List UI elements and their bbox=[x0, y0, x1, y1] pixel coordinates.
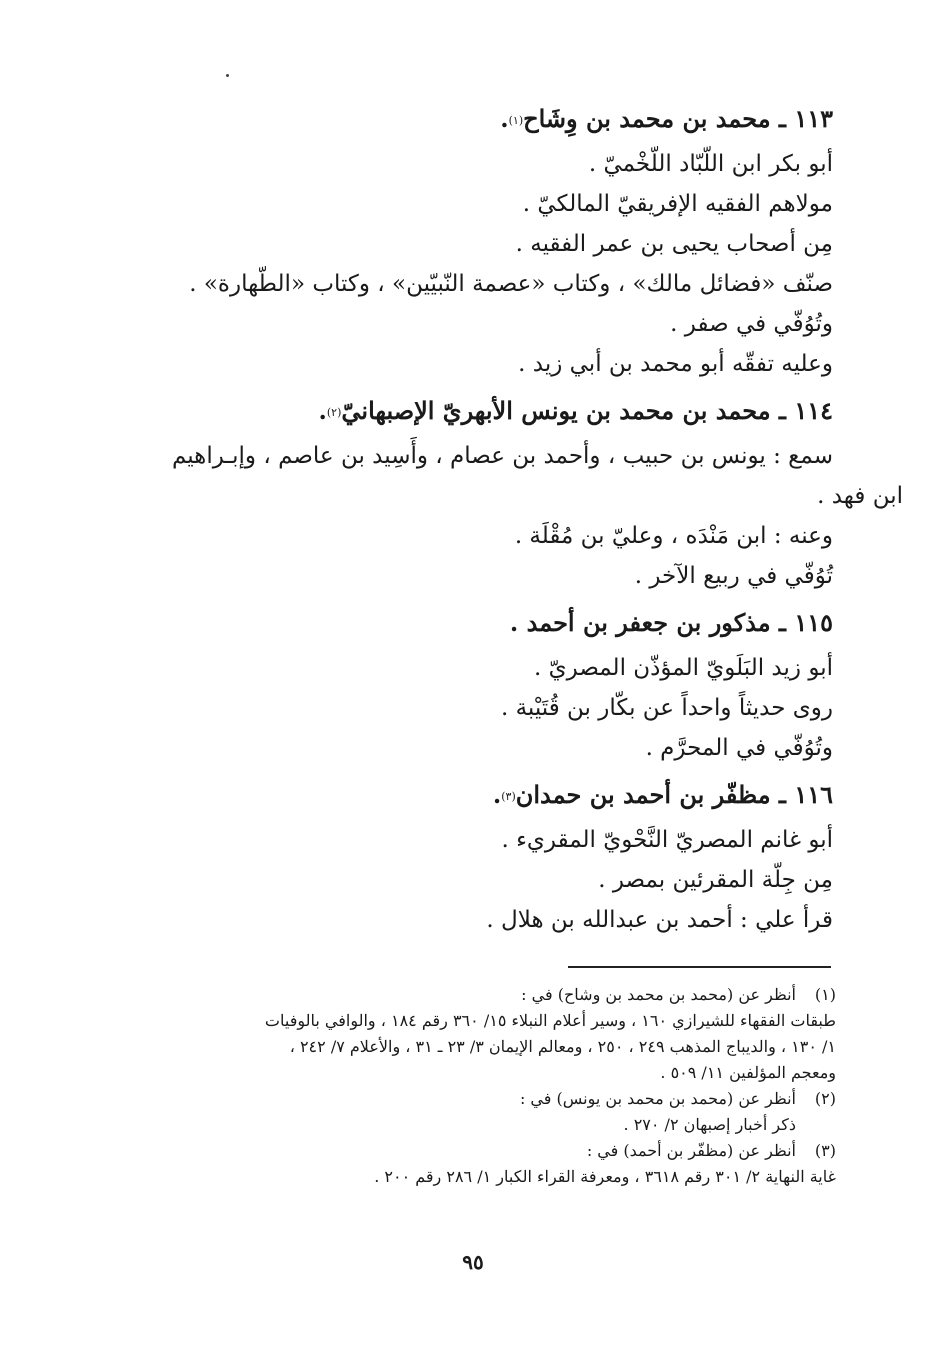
footnote-line: طبقات الفقهاء للشيرازي ١٦٠ ، وسير أعلام النبلاء ١٥/ ٣٦٠ رقم ١٨٤ ، والوافي بالوفيات bbox=[264, 1011, 836, 1030]
footnote-separator bbox=[568, 966, 831, 968]
footnote-body bbox=[116, 982, 796, 1008]
footnote-1 bbox=[116, 982, 836, 1008]
entry-heading-text: ١١٤ ـ محمد بن محمد بن يونس الأبهريّ الإصبهانيّ bbox=[341, 396, 833, 425]
entry-line: روى حديثاً واحداً عن بكّار بن قُتَيْبة . bbox=[500, 695, 833, 721]
entry-line: صنّف «فضائل مالك» ، وكتاب «عصمة النّبيّين» ، وكتاب «الطّهارة» . bbox=[189, 271, 833, 297]
entry-heading-text: ١١٦ ـ مظفّر بن أحمد بن حمدان bbox=[515, 780, 833, 809]
footnote-body bbox=[116, 1086, 796, 1138]
page-number: ٩٥ bbox=[462, 1250, 484, 1274]
footnotes bbox=[116, 982, 836, 1190]
entry-line: مولاهم الفقيه الإفريقيّ المالكيّ . bbox=[522, 191, 833, 217]
entry-114-heading bbox=[113, 390, 833, 432]
footnote-ref: (٢) bbox=[326, 406, 342, 419]
entry-heading-text: ١١٣ ـ محمد بن محمد بن وِشَاح bbox=[523, 104, 833, 133]
heading-end: . bbox=[318, 396, 327, 425]
entry-paragraph: سمع : يونس بن حبيب ، وأحمد بن عصام ، وأَسِيد بن عاصم ، وإبـراهيم bbox=[171, 443, 833, 469]
footnote-number: (٢) bbox=[814, 1089, 836, 1108]
footnote-line: ذكر أخبار إصبهان ٢/ ٢٧٠ . bbox=[623, 1115, 796, 1134]
footnote-3 bbox=[116, 1138, 836, 1164]
footnote-line: أنظر عن (محمد بن محمد بن يونس) في : bbox=[519, 1089, 796, 1108]
footnote-line: أنظر عن (مظفّر بن أحمد) في : bbox=[586, 1141, 796, 1160]
footnote-number: (١) bbox=[814, 985, 836, 1004]
footnote-line: ١/ ١٣٠ ، والديباج المذهب ٢٤٩ ، ٢٥٠ ، ومعالم الإيمان ٣/ ٢٣ ـ ٣١ ، والأعلام ٧/ ٢٤٢ ، bbox=[289, 1037, 836, 1056]
entry-line: مِن أصحاب يحيى بن عمر الفقيه . bbox=[515, 231, 833, 257]
main-text bbox=[113, 92, 903, 940]
entry-line: أبو غانم المصريّ النَّحْويّ المقريء . bbox=[501, 827, 833, 853]
entry-line: أبو بكر ابن اللّبّاد اللّخْميّ . bbox=[588, 151, 833, 177]
entry-line: تُوُفّي في ربيع الآخر . bbox=[634, 563, 833, 589]
entry-line: وعليه تفقّه أبو محمد بن أبي زيد . bbox=[518, 351, 833, 377]
footnote-line: ومعجم المؤلفين ١١/ ٥٠٩ . bbox=[660, 1063, 836, 1082]
footnote-ref: (١) bbox=[508, 114, 524, 127]
entry-113-heading bbox=[113, 98, 833, 140]
entry-line: وعنه : ابن مَنْدَه ، وعليّ بن مُقْلَة . bbox=[514, 523, 833, 549]
heading-end: . bbox=[500, 104, 509, 133]
footnote-line: أنظر عن (محمد بن محمد بن وشاح) في : bbox=[521, 985, 796, 1004]
footnote-line: غاية النهاية ٢/ ٣٠١ رقم ٣٦١٨ ، ومعرفة القراء الكبار ١/ ٢٨٦ رقم ٢٠٠ . bbox=[374, 1167, 836, 1186]
footnote-ref: (٣) bbox=[501, 790, 516, 803]
entry-line: وتُوُفّي في المحرَّم . bbox=[645, 735, 833, 761]
entry-line: وتُوُفّي في صفر . bbox=[670, 311, 833, 337]
entry-116-heading bbox=[113, 774, 833, 816]
footnote-body bbox=[116, 1138, 796, 1164]
entry-115-heading: ١١٥ ـ مذكور بن جعفر بن أحمد . bbox=[509, 608, 833, 637]
entry-paragraph-continuation: ابن فهد . bbox=[817, 483, 903, 509]
speck-mark bbox=[226, 74, 229, 77]
footnote-2 bbox=[116, 1086, 836, 1138]
footnote-number: (٣) bbox=[814, 1141, 836, 1160]
entry-line: قرأ علي : أحمد بن عبدالله بن هلال . bbox=[486, 907, 833, 933]
entry-line: أبو زيد البَلَويّ المؤذّن المصريّ . bbox=[534, 655, 833, 681]
entry-line: مِن جِلّة المقرئين بمصر . bbox=[598, 867, 833, 893]
heading-end: . bbox=[492, 780, 502, 809]
